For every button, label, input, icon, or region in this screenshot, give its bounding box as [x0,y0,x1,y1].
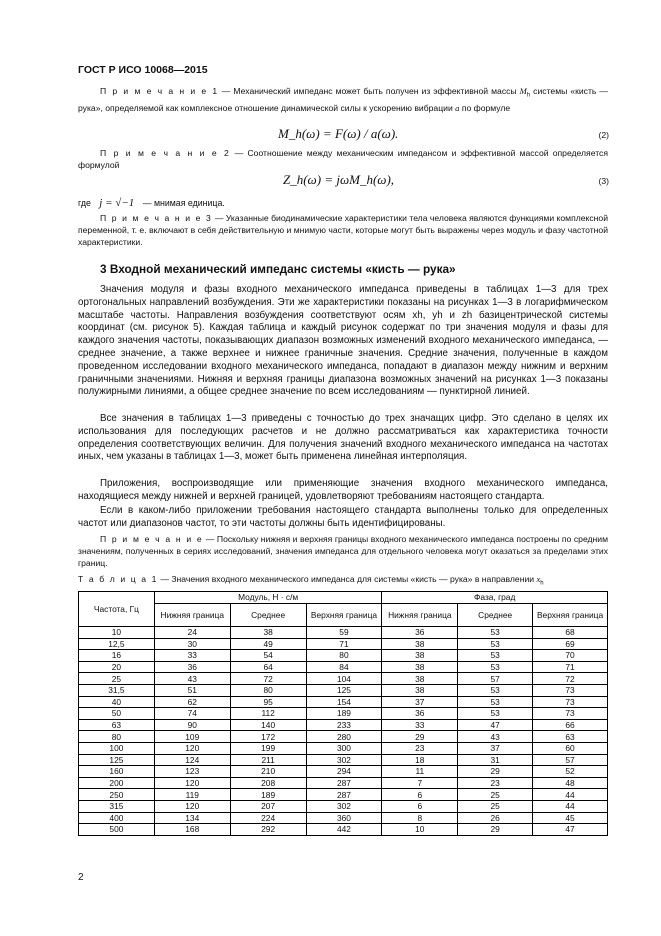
where-line [78,197,608,209]
table-cell: 442 [306,824,382,836]
table-caption [78,574,544,587]
table-cell: 315 [79,800,155,812]
table-cell: 38 [382,684,458,696]
table-cell: 189 [306,708,382,720]
table-cell: 38 [230,627,306,639]
table-cell: 287 [306,789,382,801]
formula-3: Z_h(ω) = jωM_h(ω), [283,172,395,187]
table-body [79,627,608,836]
table-cell: 36 [382,708,458,720]
table-cell: 23 [382,742,458,754]
table-cell: 72 [230,673,306,685]
table-row [79,824,608,836]
table-cell: 59 [306,627,382,639]
table-cell: 302 [306,754,382,766]
table-cell: 189 [230,789,306,801]
table-cell: 134 [154,812,230,824]
sub-mid-mod: Среднее [230,604,306,627]
note-1-text-b: системы «кисть — рука», определяемой как комплексное отношение динамической силы к ускорению вибрации [78,86,608,113]
paragraph-4: Если в каком-либо приложении требования настоящего стандарта выполнены только для определенных частот или диапазонов частот, то эти частоты должны быть идентифицированы. [78,505,608,529]
table-cell: 80 [79,731,155,743]
note-3-label: П р и м е ч а н и е 3 [100,213,213,223]
table-cell: 53 [458,627,533,639]
table-cell: 80 [230,684,306,696]
table-cell: 300 [306,742,382,754]
table-cell: 30 [154,638,230,650]
table-caption-axis: x [536,574,541,584]
table-cell: 211 [230,754,306,766]
table-row [79,638,608,650]
table-cell: 7 [382,777,458,789]
table-cell: 29 [458,824,533,836]
table-cell: 69 [533,638,608,650]
symbol-m: M [519,86,527,96]
note-1-text-a: — Механический импеданс может быть получен из эффективной массы [218,86,520,96]
table-cell: 119 [154,789,230,801]
table-cell: 84 [306,661,382,673]
table-row [79,708,608,720]
note-4 [78,533,608,569]
table-cell: 10 [382,824,458,836]
table-cell: 112 [230,708,306,720]
table-cell: 71 [533,661,608,673]
sub-low-phase: Нижняя граница [382,604,458,627]
table-cell: 73 [533,684,608,696]
where-prefix: где [78,198,91,208]
symbol-a: a [455,102,460,113]
paragraph-3: Приложения, воспроизводящие или применяющие значения входного механического импеданса, находящиеся между нижней и верхней границей, удовлетворяют требованиям настоящего стандарта. [78,478,608,502]
table-row [79,742,608,754]
note-4-label: П р и м е ч а н и е [100,534,204,544]
table-cell: 37 [458,742,533,754]
table-cell: 294 [306,766,382,778]
paragraph-1: Значения модуля и фазы входного механического импеданса приведены в таблицах 1—3 для трех ортогональных направлений возбуждения. Эти же характеристики показаны на рисунках 1—3 в логарифмическом масштабе частоты. Направления возбуждения соответствуют осям xh, yh и zh базицентрической системы координат (см. рисунок 5). Каждая таблица и каждый рисунок содержат по три значения модуля и фазы для каждого значения частоты, показывающих диапазон возможных изменений входного механического импеданса, — среднее значение, а также верхнее и нижнее граничные значения. Средние значения, полученные в каждом проведенном исследовании входного механического импеданса, попадают в диапазон между нижним и верхним граничными значениями. Нижняя и верхняя границы диапазона возможных значений на рисунках 1—3 показаны полужирными линиями, а общее среднее значение по всем исследованиям — пунктирной линией. [78,284,608,398]
table-cell: 70 [533,650,608,662]
table-cell: 63 [533,731,608,743]
note-1-label: П р и м е ч а н и е 1 [100,86,219,96]
table-cell: 250 [79,789,155,801]
sub-low-mod: Нижняя граница [154,604,230,627]
formula-2-number: (2) [598,130,609,140]
table-cell: 120 [154,742,230,754]
table-row [79,684,608,696]
table-cell: 31 [458,754,533,766]
table-row [79,766,608,778]
table-row [79,661,608,673]
table-cell: 123 [154,766,230,778]
table-cell: 52 [533,766,608,778]
table-cell: 43 [154,673,230,685]
table-cell: 68 [533,627,608,639]
table-cell: 36 [154,661,230,673]
note-1 [78,85,608,114]
table-cell: 62 [154,696,230,708]
table-row [79,789,608,801]
table-cell: 72 [533,673,608,685]
sub-high-phase: Верхняя граница [533,604,608,627]
note-2-label: П р и м е ч а н и е 2 [100,148,231,158]
table-cell: 64 [230,661,306,673]
table-row [79,800,608,812]
where-suffix: — мнимая единица. [142,198,225,208]
table-cell: 53 [458,684,533,696]
table-cell: 73 [533,708,608,720]
sub-high-mod: Верхняя граница [306,604,382,627]
table-cell: 26 [458,812,533,824]
table-row [79,696,608,708]
table-cell: 292 [230,824,306,836]
formula-2: M_h(ω) = F(ω) / a(ω). [278,126,399,141]
table-cell: 120 [154,777,230,789]
table-cell: 90 [154,719,230,731]
table-row [79,754,608,766]
table-cell: 100 [79,742,155,754]
table-cell: 43 [458,731,533,743]
table-cell: 37 [382,696,458,708]
table-cell: 125 [306,684,382,696]
table-cell: 49 [230,638,306,650]
table-cell: 207 [230,800,306,812]
table-row [79,812,608,824]
table-cell: 33 [382,719,458,731]
table-row [79,627,608,639]
table-cell: 8 [382,812,458,824]
table-cell: 280 [306,731,382,743]
table-cell: 20 [79,661,155,673]
col-frequency: Частота, Гц [79,592,155,627]
group-modulus: Модуль, Н · с/м [154,592,382,604]
note-2-text: — Соотношение между механическим импедансом и эффективной массой определяется формулой [78,148,608,170]
where-expr: j = √−1 [99,197,135,209]
table-cell: 38 [382,650,458,662]
paragraph-2: Все значения в таблицах 1—3 приведены с точностью до трех значащих цифр. Это сделано в целях их использования для последующих расчетов и не должно рассматриваться как характеристика точности определения соответствующих величин. Для получения значений входного механического импеданса на частотах иных, чем указаны в таблицах 1—3, может быть применена линейная интерполяция. [78,413,608,463]
table-cell: 50 [79,708,155,720]
note-1-text-c: по формуле [459,102,511,113]
table-cell: 47 [458,719,533,731]
table-cell: 140 [230,719,306,731]
table-caption-text: — Значения входного механического импеданса для системы «кисть — рука» в направлении [157,574,537,584]
table-cell: 57 [458,673,533,685]
table-cell: 48 [533,777,608,789]
note-3-text: — Указанные биодинамические характеристики тела человека являются функциями комплексной переменной, т. е. включают в себя действительную и мнимую части, которые могут быть выражены через модуль и фазу частотной характеристики. [78,213,608,247]
table-cell: 80 [306,650,382,662]
table-cell: 10 [79,627,155,639]
table-cell: 109 [154,731,230,743]
table-cell: 500 [79,824,155,836]
table-cell: 95 [230,696,306,708]
note-2 [78,147,608,171]
table-caption-axis-sub: h [540,580,544,587]
table-cell: 29 [382,731,458,743]
impedance-table [78,591,608,836]
section-title: 3 Входной механический импеданс системы «кисть — рука» [100,262,456,276]
table-cell: 199 [230,742,306,754]
table-cell: 47 [533,824,608,836]
table-cell: 302 [306,800,382,812]
table-cell: 120 [154,800,230,812]
table-cell: 40 [79,696,155,708]
table-cell: 53 [458,661,533,673]
table-cell: 38 [382,638,458,650]
table-cell: 63 [79,719,155,731]
table-cell: 233 [306,719,382,731]
table-cell: 154 [306,696,382,708]
table-cell: 6 [382,789,458,801]
table-cell: 45 [533,812,608,824]
table-cell: 54 [230,650,306,662]
table-cell: 208 [230,777,306,789]
table-cell: 23 [458,777,533,789]
table-cell: 44 [533,800,608,812]
table-cell: 125 [79,754,155,766]
table-cell: 400 [79,812,155,824]
table-cell: 53 [458,638,533,650]
group-phase: Фаза, град [382,592,608,604]
table-cell: 74 [154,708,230,720]
page-number: 2 [78,872,84,883]
table-cell: 60 [533,742,608,754]
table-cell: 51 [154,684,230,696]
table-cell: 360 [306,812,382,824]
table-cell: 53 [458,696,533,708]
symbol-h-sub: h [526,92,531,99]
table-cell: 168 [154,824,230,836]
table-row [79,650,608,662]
table-cell: 29 [458,766,533,778]
table-row [79,731,608,743]
table-cell: 224 [230,812,306,824]
table-caption-label: Т а б л и ц а 1 [78,574,158,584]
table-cell: 36 [382,627,458,639]
table-cell: 38 [382,661,458,673]
formula-3-number: (3) [598,176,609,186]
note-3 [78,212,608,248]
table-cell: 18 [382,754,458,766]
table-row [79,777,608,789]
table-cell: 12,5 [79,638,155,650]
table-cell: 16 [79,650,155,662]
sub-mid-phase: Среднее [458,604,533,627]
table-cell: 71 [306,638,382,650]
table-cell: 73 [533,696,608,708]
table-cell: 53 [458,650,533,662]
note-4-text: — Поскольку нижняя и верхняя границы входного механического импеданса построены по средним значениям, полученных в сериях исследований, значения импеданса для отдельного человека могут оказаться за пределами этих границ. [78,534,609,568]
table-cell: 66 [533,719,608,731]
table-cell: 160 [79,766,155,778]
table-cell: 172 [230,731,306,743]
table-cell: 25 [458,789,533,801]
table-cell: 57 [533,754,608,766]
table-cell: 31,5 [79,684,155,696]
table-cell: 25 [458,800,533,812]
document-header: ГОСТ Р ИСО 10068—2015 [78,64,208,76]
table-cell: 38 [382,673,458,685]
table-cell: 210 [230,766,306,778]
table-cell: 44 [533,789,608,801]
table-cell: 104 [306,673,382,685]
table-cell: 11 [382,766,458,778]
table-cell: 200 [79,777,155,789]
table-row [79,719,608,731]
table-cell: 33 [154,650,230,662]
table-cell: 24 [154,627,230,639]
table-cell: 287 [306,777,382,789]
table-cell: 124 [154,754,230,766]
table-cell: 25 [79,673,155,685]
table-cell: 6 [382,800,458,812]
table-cell: 53 [458,708,533,720]
table-row [79,673,608,685]
